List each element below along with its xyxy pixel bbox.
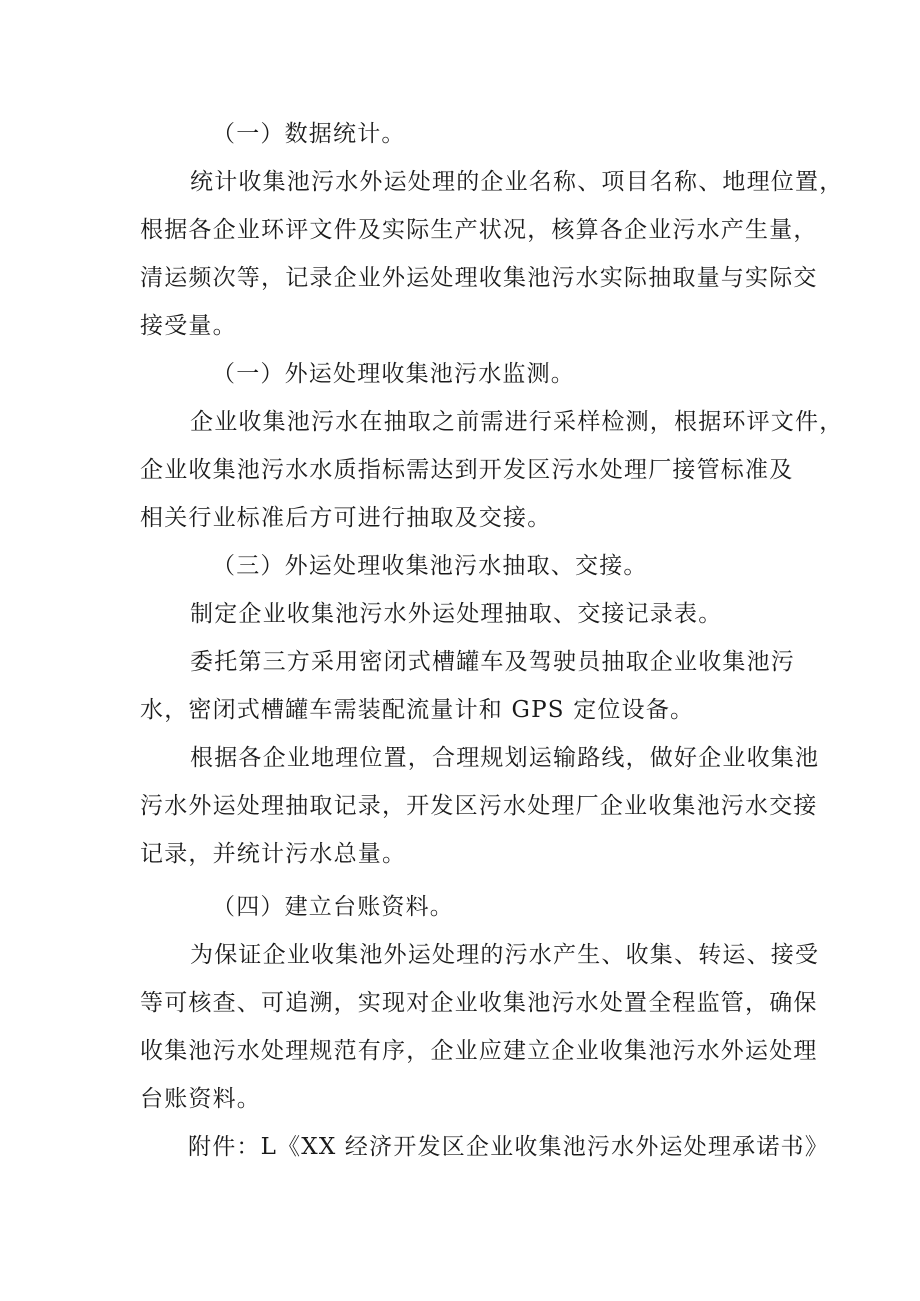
paragraph-route-planning [140, 734, 819, 878]
text-line: 收集池污水处理规范有序，企业应建立企业收集池污水外运处理 [140, 1038, 818, 1064]
text-line: 等可核查、可追溯，实现对企业收集池污水处置全程监管，确保 [140, 990, 818, 1016]
attachment-line [188, 1123, 829, 1171]
paragraph-third-party [140, 638, 795, 734]
text-line: （四）建立台账资料。 [212, 894, 454, 920]
paragraph-record-table [190, 590, 722, 638]
paragraph-statistics-body [140, 158, 843, 350]
text-line: 根据各企业地理位置，合理规划运输路线，做好企业收集池 [190, 745, 820, 771]
section-heading-data-statistics [212, 110, 406, 158]
paragraph-ledger-body [140, 931, 819, 1123]
text-line: 清运频次等，记录企业外运处理收集池污水实际抽取量与实际交 [140, 265, 818, 291]
text-line: 相关行业标准后方可进行抽取及交接。 [140, 505, 552, 531]
section-heading-extraction-handover [212, 542, 648, 590]
text-line: 接受量。 [140, 313, 237, 339]
text-line: （三）外运处理收集池污水抽取、交接。 [212, 553, 648, 579]
text-line: 企业收集池污水在抽取之前需进行采样检测，根据环评文件， [190, 409, 844, 435]
text-line: 记录，并统计污水总量。 [140, 841, 407, 867]
text-line: 统计收集池污水外运处理的企业名称、项目名称、地理位置， [190, 169, 844, 195]
text-line: 根据各企业环评文件及实际生产状况，核算各企业污水产生量， [140, 217, 818, 243]
text-line: 企业收集池污水水质指标需达到开发区污水处理厂接管标准及 [140, 457, 794, 483]
text-line: 附件：L《XX 经济开发区企业收集池污水外运处理承诺书》 [188, 1134, 829, 1160]
text-line: 污水外运处理抽取记录，开发区污水处理厂企业收集池污水交接 [140, 793, 818, 819]
text-line: 水，密闭式槽罐车需装配流量计和 GPS 定位设备。 [140, 697, 695, 723]
text-line: （一）数据统计。 [212, 121, 406, 147]
text-line: 委托第三方采用密闭式槽罐车及驾驶员抽取企业收集池污 [190, 649, 795, 675]
section-heading-monitoring [212, 350, 575, 398]
paragraph-monitoring-body [140, 398, 843, 542]
text-line: 台账资料。 [140, 1086, 261, 1112]
text-line: （一）外运处理收集池污水监测。 [212, 361, 575, 387]
section-heading-ledger [212, 883, 454, 931]
text-line: 制定企业收集池污水外运处理抽取、交接记录表。 [190, 601, 723, 627]
text-line: 为保证企业收集池外运处理的污水产生、收集、转运、接受 [190, 942, 820, 968]
